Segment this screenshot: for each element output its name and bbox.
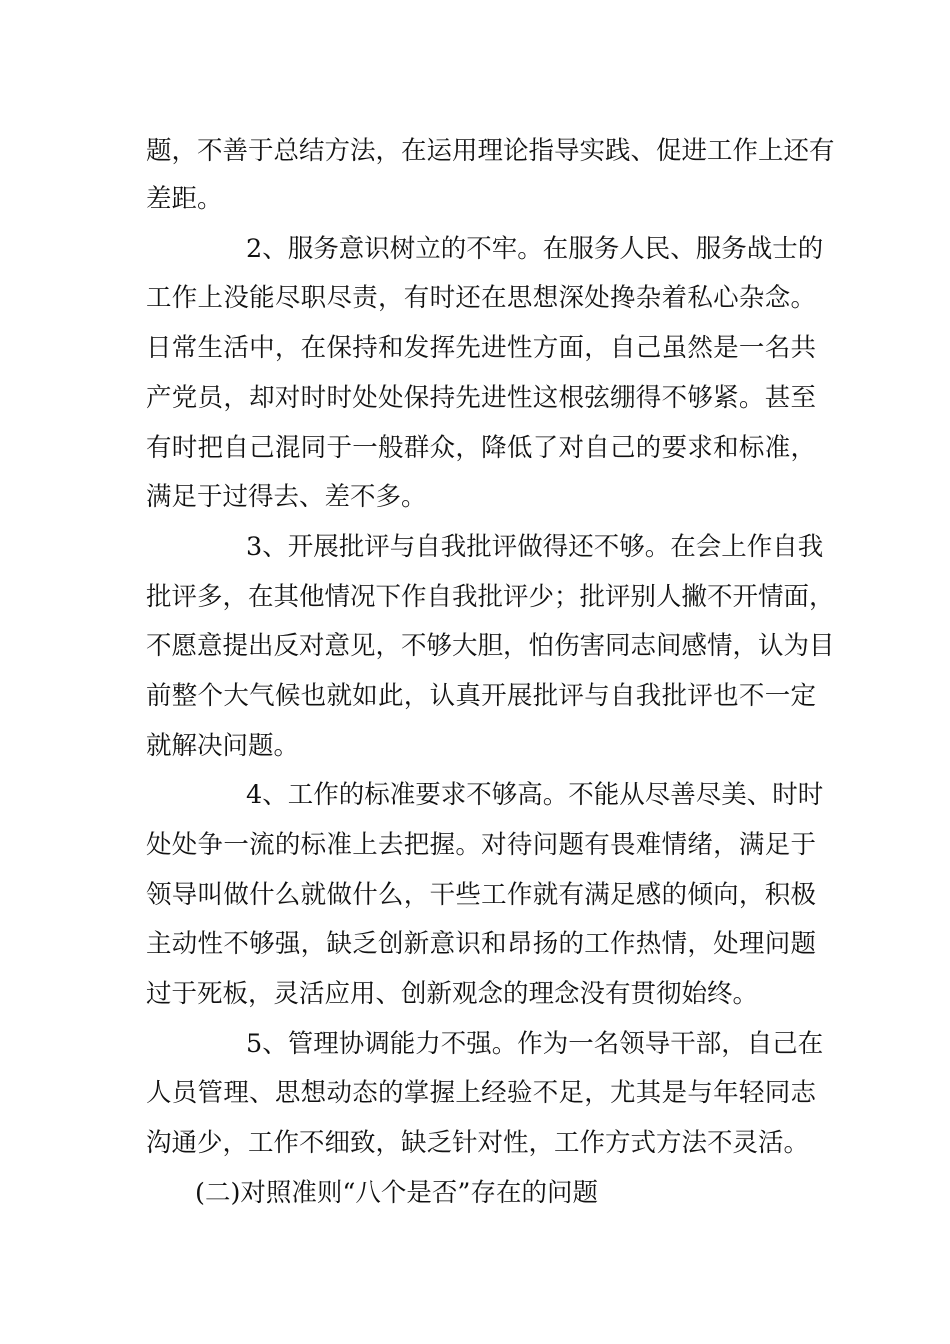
text-line: 就解决问题。 (146, 731, 300, 761)
text-line: 有时把自己混同于一般群众，降低了对自己的要求和标准， (146, 433, 816, 463)
text-line: 差距。 (146, 184, 223, 214)
text-line: 满足于过得去、差不多。 (146, 482, 427, 512)
paragraph-first-line: 3、开展批评与自我批评做得还不够。在会上作自我 (246, 532, 824, 562)
text-line: 产党员，却对时时处处保持先进性这根弦绷得不够紧。甚至 (146, 383, 816, 413)
text-line: 人员管理、思想动态的掌握上经验不足，尤其是与年轻同志 (146, 1078, 816, 1108)
paragraph-first-line: 5、管理协调能力不强。作为一名领导干部，自己在 (246, 1029, 824, 1059)
text-line: 主动性不够强，缺乏创新意识和昂扬的工作热情，处理问题 (146, 929, 816, 959)
text-line: 过于死板，灵活应用、创新观念的理念没有贯彻始终。 (146, 979, 759, 1009)
section-heading: (二)对照准则“八个是否”存在的问题 (195, 1178, 598, 1208)
paragraph-first-line: 2、服务意识树立的不牢。在服务人民、服务战士的 (246, 234, 824, 264)
text-line: 前整个大气候也就如此，认真开展批评与自我批评也不一定 (146, 681, 816, 711)
text-line: 处处争一流的标准上去把握。对待问题有畏难情绪，满足于 (146, 830, 816, 860)
text-line: 题，不善于总结方法，在运用理论指导实践、促进工作上还有 (146, 136, 835, 166)
text-line: 日常生活中，在保持和发挥先进性方面，自己虽然是一名共 (146, 333, 816, 363)
text-line: 领导叫做什么就做什么，干些工作就有满足感的倾向，积极 (146, 880, 816, 910)
text-line: 工作上没能尽职尽责，有时还在思想深处搀杂着私心杂念。 (146, 283, 816, 313)
text-line: 沟通少，工作不细致，缺乏针对性，工作方式方法不灵活。 (146, 1128, 810, 1158)
text-line: 批评多，在其他情况下作自我批评少；批评别人撇不开情面， (146, 582, 835, 612)
text-line: 不愿意提出反对意见，不够大胆，怕伤害同志间感情，认为目 (146, 631, 835, 661)
paragraph-first-line: 4、工作的标准要求不够高。不能从尽善尽美、时时 (246, 780, 824, 810)
